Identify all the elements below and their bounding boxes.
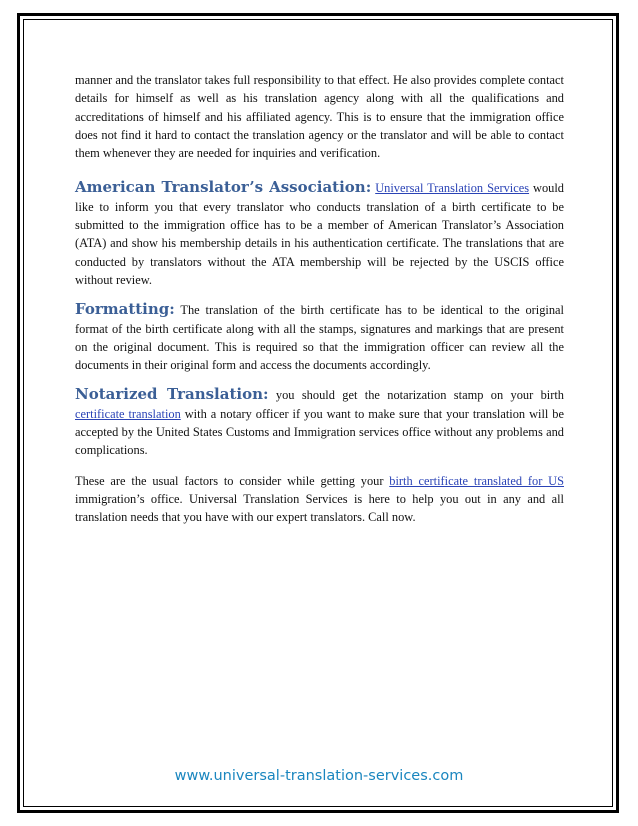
ata-heading: American Translator’s Association: [75, 178, 372, 197]
formatting-heading: Formatting: [75, 300, 175, 319]
ata-body: would like to inform you that every translator who conducts translation of a birth certificate to be submitted to the immigration office has to be a member of American Translator’s Association (ATA) and show his membership details in his authentication certificate. The translations that are conducted by translators without the ATA membership will be rejected by the USCIS office without review. [75, 181, 564, 287]
formatting-body: The translation of the birth certificate has to be identical to the original format of the birth certificate along with all the stamps, signatures and markings that are present on the original document. This is required so that the immigration officer can review all the documents in their original form and access the documents accordingly. [75, 303, 564, 373]
ata-paragraph [75, 178, 564, 289]
document-body [75, 71, 564, 540]
closing-body-before: These are the usual factors to consider while getting your [75, 473, 390, 488]
birth-certificate-translated-link[interactable]: birth certificate translated for US [389, 473, 564, 488]
intro-paragraph: manner and the translator takes full responsibility to that effect. He also provides complete contact details for himself as well as his translation agency along with all the qualifications and accreditations of himself and his affiliated agency. This is to ensure that the immigration office does not find it hard to contact the translation agency or the translator and will be able to contact them whenever they are needed for inquiries and verification. [75, 73, 564, 161]
certificate-translation-link[interactable]: certificate translation [75, 406, 181, 421]
notarized-body-before: you should get the notarization stamp on your birth [268, 388, 564, 403]
universal-translation-services-link[interactable]: Universal Translation Services [375, 181, 530, 196]
notarized-paragraph [75, 385, 564, 459]
footer-url[interactable]: www.universal-translation-services.com [174, 768, 464, 784]
closing-paragraph [75, 472, 564, 527]
notarized-heading: Notarized Translation: [75, 385, 269, 404]
notarized-body-after: with a notary officer if you want to make sure that your translation will be accepted by the United States Customs and Immigration services office without any problems and complications. [75, 406, 565, 458]
formatting-paragraph [75, 300, 564, 374]
closing-body-after: immigration’s office. Universal Translation Services is here to help you out in any and all translation needs that you have with our expert translators. Call now. [75, 491, 564, 525]
